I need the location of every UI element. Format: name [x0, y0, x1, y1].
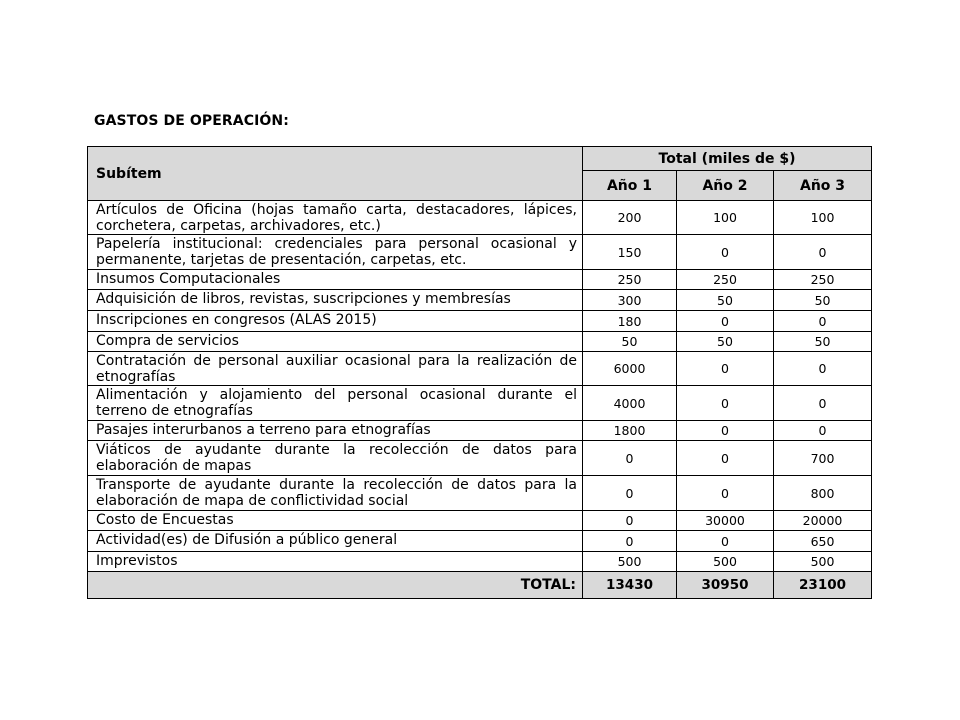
row-year-3-value: 100: [774, 201, 872, 235]
row-year-1-value: 6000: [583, 352, 677, 386]
row-year-3-value: 0: [774, 421, 872, 441]
table-row: [88, 531, 872, 552]
row-year-2-value: 30000: [677, 511, 774, 531]
row-year-3-value: 0: [774, 311, 872, 332]
row-year-1-value: 0: [583, 441, 677, 476]
table-row: [88, 290, 872, 311]
table-row: [88, 421, 872, 441]
row-description: Adquisición de libros, revistas, suscripciones y membresías: [88, 290, 583, 311]
row-description: Costo de Encuestas: [88, 511, 583, 531]
table-row: [88, 476, 872, 511]
row-year-2-value: 50: [677, 290, 774, 311]
row-year-2-value: 50: [677, 332, 774, 352]
row-year-3-value: 0: [774, 386, 872, 421]
table-row: [88, 386, 872, 421]
row-year-1-value: 50: [583, 332, 677, 352]
row-year-1-value: 200: [583, 201, 677, 235]
subitem-header: Subítem: [88, 147, 583, 201]
row-description: Imprevistos: [88, 552, 583, 572]
row-year-2-value: 0: [677, 441, 774, 476]
row-description: Compra de servicios: [88, 332, 583, 352]
row-description: Transporte de ayudante durante la recolección de datos para la elaboración de mapa de conflictividad social: [88, 476, 583, 511]
row-year-2-value: 0: [677, 235, 774, 270]
row-year-2-value: 0: [677, 531, 774, 552]
year-1-header: Año 1: [583, 171, 677, 201]
operating-expenses-table: [87, 146, 872, 599]
row-year-3-value: 800: [774, 476, 872, 511]
table-row: [88, 441, 872, 476]
row-description: Pasajes interurbanos a terreno para etnografías: [88, 421, 583, 441]
table-row: [88, 270, 872, 290]
row-year-2-value: 0: [677, 476, 774, 511]
table-row: [88, 201, 872, 235]
section-title: GASTOS DE OPERACIÓN:: [94, 113, 289, 129]
row-year-1-value: 300: [583, 290, 677, 311]
row-description: Inscripciones en congresos (ALAS 2015): [88, 311, 583, 332]
row-description: Artículos de Oficina (hojas tamaño carta, destacadores, lápices, corchetera, carpetas, archivadores, etc.): [88, 201, 583, 235]
total-year-3: 23100: [774, 572, 872, 599]
row-year-1-value: 0: [583, 531, 677, 552]
row-year-1-value: 1800: [583, 421, 677, 441]
row-year-1-value: 4000: [583, 386, 677, 421]
row-year-1-value: 150: [583, 235, 677, 270]
row-description: Papelería institucional: credenciales para personal ocasional y permanente, tarjetas de presentación, carpetas, etc.: [88, 235, 583, 270]
row-year-1-value: 0: [583, 476, 677, 511]
total-year-1: 13430: [583, 572, 677, 599]
row-year-3-value: 20000: [774, 511, 872, 531]
table-row: [88, 235, 872, 270]
row-year-2-value: 0: [677, 421, 774, 441]
table-row: [88, 552, 872, 572]
row-year-1-value: 500: [583, 552, 677, 572]
row-year-2-value: 100: [677, 201, 774, 235]
row-description: Contratación de personal auxiliar ocasional para la realización de etnografías: [88, 352, 583, 386]
row-year-3-value: 50: [774, 290, 872, 311]
row-description: Insumos Computacionales: [88, 270, 583, 290]
row-year-1-value: 250: [583, 270, 677, 290]
row-year-3-value: 650: [774, 531, 872, 552]
total-year-2: 30950: [677, 572, 774, 599]
row-year-1-value: 0: [583, 511, 677, 531]
table-row: [88, 511, 872, 531]
row-description: Actividad(es) de Difusión a público general: [88, 531, 583, 552]
row-year-3-value: 700: [774, 441, 872, 476]
row-description: Viáticos de ayudante durante la recolección de datos para elaboración de mapas: [88, 441, 583, 476]
row-description: Alimentación y alojamiento del personal ocasional durante el terreno de etnografías: [88, 386, 583, 421]
row-year-2-value: 250: [677, 270, 774, 290]
row-year-2-value: 0: [677, 352, 774, 386]
row-year-3-value: 0: [774, 352, 872, 386]
row-year-2-value: 0: [677, 311, 774, 332]
row-year-1-value: 180: [583, 311, 677, 332]
year-3-header: Año 3: [774, 171, 872, 201]
row-year-3-value: 500: [774, 552, 872, 572]
year-2-header: Año 2: [677, 171, 774, 201]
row-year-3-value: 50: [774, 332, 872, 352]
table-row: [88, 332, 872, 352]
total-group-header: Total (miles de $): [583, 147, 872, 171]
table-row: [88, 311, 872, 332]
row-year-2-value: 500: [677, 552, 774, 572]
row-year-3-value: 0: [774, 235, 872, 270]
table-header-row: [88, 147, 872, 171]
total-label: TOTAL:: [88, 572, 583, 599]
table-row: [88, 352, 872, 386]
total-row: [88, 572, 872, 599]
row-year-3-value: 250: [774, 270, 872, 290]
row-year-2-value: 0: [677, 386, 774, 421]
